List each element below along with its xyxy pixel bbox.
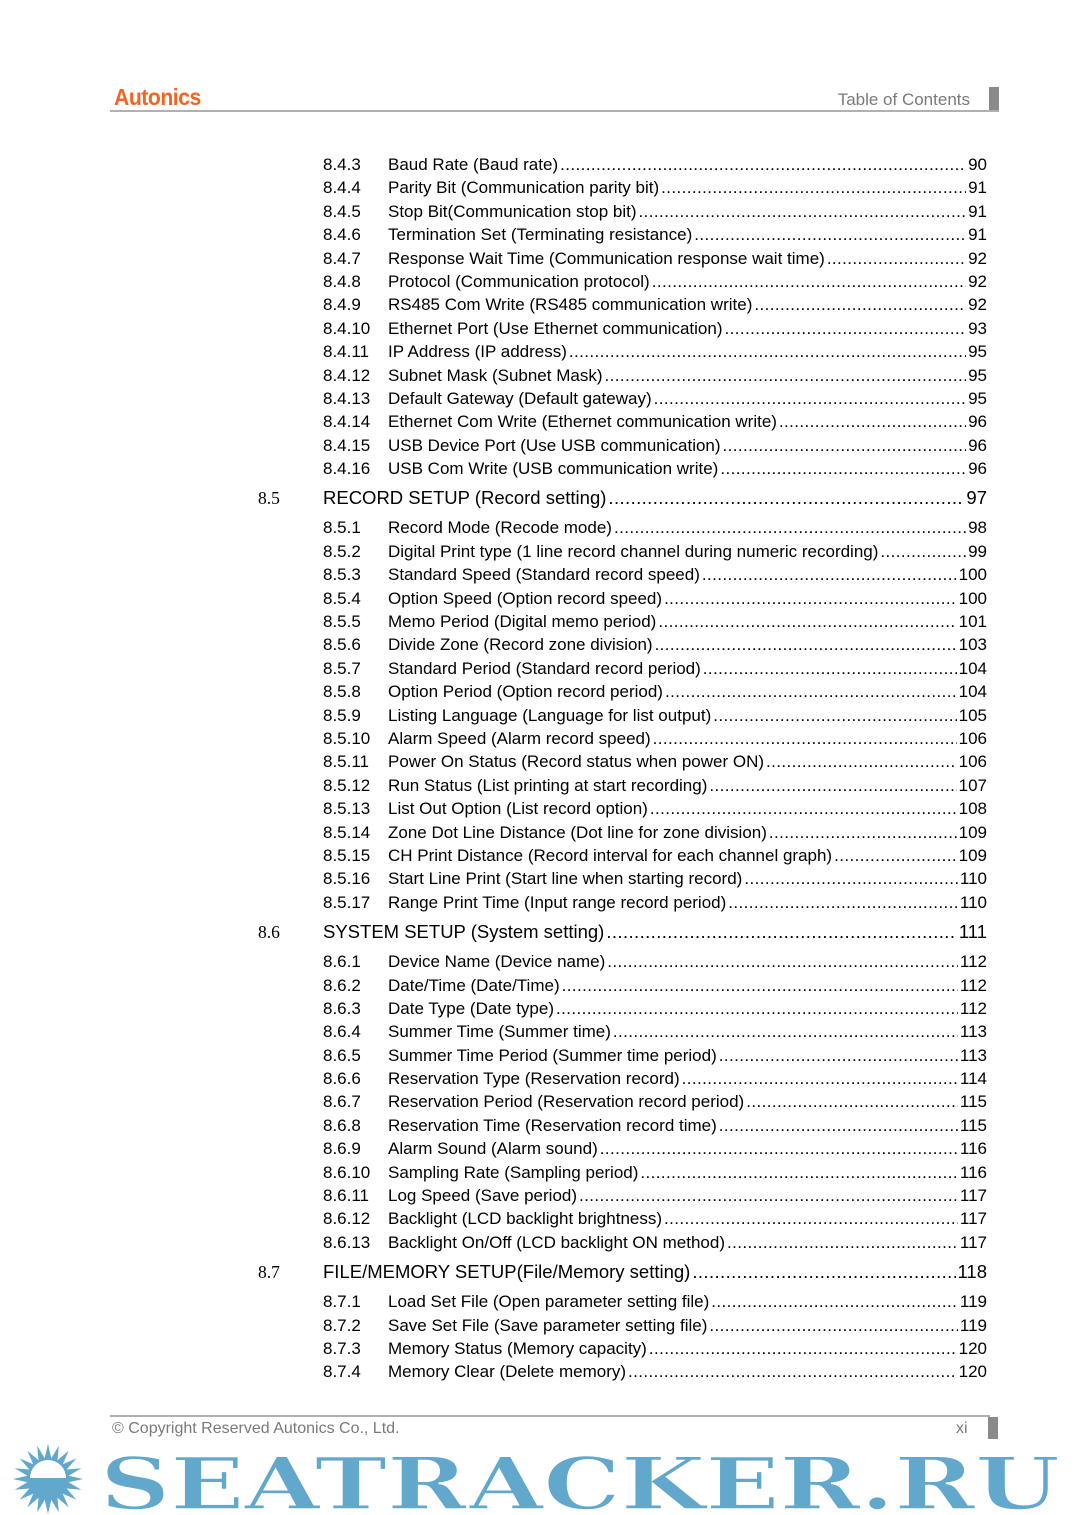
toc-entry[interactable]: [0, 247, 1080, 270]
dot-leader: [665, 680, 957, 703]
toc-number: 8.4.12: [323, 365, 371, 385]
toc-number: 8.5.2: [323, 541, 361, 561]
toc-title: Start Line Print (Start line when starting record): [388, 869, 743, 889]
toc-entry[interactable]: [0, 1020, 1080, 1043]
toc-page-number: 95: [968, 365, 987, 385]
toc-title: Backlight (LCD backlight brightness): [388, 1209, 663, 1229]
toc-number: 8.7.1: [323, 1292, 361, 1312]
toc-number: 8.4.11: [323, 342, 370, 362]
sun-icon: [13, 1444, 83, 1514]
toc-page-number: 93: [968, 318, 987, 338]
dot-leader: [607, 950, 958, 973]
toc-page-number: 117: [959, 1186, 987, 1206]
toc-title: Subnet Mask (Subnet Mask): [388, 365, 603, 385]
toc-entry[interactable]: [0, 1337, 1080, 1360]
toc-title: CH Print Distance (Record interval for each channel graph): [388, 845, 833, 865]
toc-number: 8.5.1: [323, 518, 361, 538]
toc-entry[interactable]: [0, 1044, 1080, 1067]
toc-entry[interactable]: [0, 293, 1080, 316]
toc-entry[interactable]: [0, 516, 1080, 539]
dot-leader: [713, 704, 956, 727]
footer-bar: [988, 1417, 998, 1439]
toc-title: Alarm Speed (Alarm record speed): [388, 728, 651, 748]
toc-number: 8.4.14: [323, 412, 371, 432]
watermark-text: SEATRACKER.RU: [100, 1443, 1060, 1515]
toc-entry[interactable]: [0, 797, 1080, 820]
toc-entry[interactable]: [0, 1207, 1080, 1230]
autonics-logo: Autonics: [114, 84, 201, 110]
toc-entry[interactable]: [0, 340, 1080, 363]
dot-leader: [628, 1360, 957, 1383]
toc-page-number: 92: [968, 295, 987, 315]
toc-entry[interactable]: [0, 680, 1080, 703]
toc-page-number: 96: [968, 435, 987, 455]
toc-number: 8.6.8: [323, 1115, 361, 1135]
dot-leader: [719, 1044, 958, 1067]
toc-page-number: 100: [958, 565, 987, 585]
dot-leader: [560, 153, 966, 176]
toc-entry[interactable]: [0, 1231, 1080, 1254]
toc-entry[interactable]: [0, 704, 1080, 727]
toc-page-number: 96: [968, 459, 987, 479]
toc-number: 8.5.12: [323, 775, 371, 795]
toc-title: USB Device Port (Use USB communication): [388, 435, 721, 455]
toc-title: Summer Time (Summer time): [388, 1022, 611, 1042]
toc-number: 8.7.3: [323, 1338, 361, 1358]
dot-leader: [703, 657, 957, 680]
dot-leader: [724, 317, 966, 340]
toc-page-number: 96: [968, 412, 987, 432]
toc-entry[interactable]: [0, 1184, 1080, 1207]
dot-leader: [639, 200, 967, 223]
toc-page-number: 109: [958, 845, 987, 865]
table-of-contents: [0, 153, 1080, 1384]
dot-leader: [613, 1020, 958, 1043]
toc-entry[interactable]: [0, 844, 1080, 867]
toc-page-number: 105: [958, 705, 987, 725]
toc-number: 8.5.6: [323, 635, 361, 655]
toc-page-number: 112: [959, 998, 987, 1018]
toc-title: Reservation Type (Reservation record): [388, 1069, 680, 1089]
dot-leader: [827, 247, 966, 270]
dot-leader: [754, 293, 966, 316]
toc-page-number: 110: [959, 892, 987, 912]
toc-page-number: 104: [958, 682, 987, 702]
toc-title: Memory Status (Memory capacity): [388, 1338, 647, 1358]
toc-page-number: 116: [959, 1162, 987, 1182]
dot-leader: [709, 1314, 958, 1337]
toc-section-entry[interactable]: [0, 920, 1080, 944]
toc-number: 8.6.7: [323, 1092, 361, 1112]
toc-title: Parity Bit (Communication parity bit): [388, 178, 660, 198]
toc-page-number: 117: [959, 1209, 987, 1229]
toc-number: 8.6.13: [323, 1232, 371, 1252]
footer-rule: [110, 1415, 990, 1417]
dot-leader: [562, 974, 958, 997]
toc-page-number: 103: [958, 635, 987, 655]
footer-page-number: xi: [956, 1420, 968, 1437]
dot-leader: [655, 633, 957, 656]
toc-number: 8.6.11: [323, 1186, 370, 1206]
toc-page-number: 99: [968, 541, 987, 561]
toc-page-number: 97: [966, 487, 987, 509]
toc-entry[interactable]: [0, 750, 1080, 773]
toc-number: 8.6.3: [323, 998, 361, 1018]
toc-number: 8.6.12: [323, 1209, 371, 1229]
toc-number: 8.5.17: [323, 892, 371, 912]
toc-page-number: 104: [958, 658, 987, 678]
toc-page-number: 113: [959, 1022, 987, 1042]
toc-title: IP Address (IP address): [388, 342, 567, 362]
dot-leader: [658, 610, 956, 633]
toc-number: 8.4.6: [323, 225, 361, 245]
toc-section-entry[interactable]: [0, 486, 1080, 510]
toc-number: 8.5.10: [323, 728, 371, 748]
toc-number: 8.4.5: [323, 201, 361, 221]
toc-number: 8.5.4: [323, 588, 361, 608]
toc-title: Default Gateway (Default gateway): [388, 388, 652, 408]
toc-entry[interactable]: [0, 974, 1080, 997]
toc-page-number: 119: [959, 1292, 987, 1312]
toc-page-number: 115: [959, 1115, 987, 1135]
toc-page-number: 95: [968, 342, 987, 362]
dot-leader: [600, 1137, 958, 1160]
toc-number: 8.7.4: [323, 1362, 361, 1382]
toc-number: 8.6.5: [323, 1045, 361, 1065]
toc-entry[interactable]: [0, 657, 1080, 680]
dot-leader: [682, 1067, 958, 1090]
dot-leader: [694, 223, 966, 246]
dot-leader: [654, 387, 966, 410]
toc-number: 8.6.10: [323, 1162, 371, 1182]
toc-title: Power On Status (Record status when power ON): [388, 752, 765, 772]
toc-number: 8.4.10: [323, 318, 371, 338]
toc-page-number: 91: [968, 178, 987, 198]
toc-title: Zone Dot Line Distance (Dot line for zone division): [388, 822, 767, 842]
dot-leader: [723, 434, 967, 457]
toc-entry[interactable]: [0, 1161, 1080, 1184]
toc-number: 8.6.2: [323, 975, 361, 995]
toc-entry[interactable]: [0, 364, 1080, 387]
toc-page-number: 95: [968, 388, 987, 408]
toc-entry[interactable]: [0, 587, 1080, 610]
toc-page-number: 111: [958, 921, 987, 943]
toc-page-number: 90: [968, 155, 987, 174]
header-rule: [110, 110, 999, 112]
toc-number: 8.6.6: [323, 1069, 361, 1089]
toc-title: Listing Language (Language for list output): [388, 705, 712, 725]
toc-title: Run Status (List printing at start recording): [388, 775, 708, 795]
dot-leader: [779, 410, 966, 433]
dot-leader: [556, 997, 958, 1020]
toc-title: Backlight On/Off (LCD backlight ON method): [388, 1232, 725, 1252]
toc-title: Alarm Sound (Alarm sound): [388, 1139, 598, 1159]
dot-leader: [744, 867, 958, 890]
toc-title: Option Speed (Option record speed): [388, 588, 663, 608]
dot-leader: [604, 364, 966, 387]
dot-leader: [746, 1090, 958, 1113]
dot-leader: [569, 340, 966, 363]
toc-number: 8.5.8: [323, 682, 361, 702]
toc-title: Date Type (Date type): [388, 998, 554, 1018]
toc-page-number: 92: [968, 271, 987, 291]
toc-page-number: 92: [968, 248, 987, 268]
dot-leader: [769, 821, 957, 844]
dot-leader: [711, 1290, 958, 1313]
toc-entry[interactable]: [0, 610, 1080, 633]
toc-number: 8.5: [258, 488, 280, 509]
toc-title: Log Speed (Save period): [388, 1186, 578, 1206]
toc-entry[interactable]: [0, 950, 1080, 973]
toc-number: 8.4.3: [323, 155, 361, 174]
footer-copyright: © Copyright Reserved Autonics Co., Ltd.: [112, 1420, 400, 1437]
dot-leader: [709, 774, 956, 797]
toc-entry[interactable]: [0, 1137, 1080, 1160]
toc-entry[interactable]: [0, 270, 1080, 293]
header-bar: [989, 87, 999, 111]
toc-number: 8.5.15: [323, 845, 371, 865]
dot-leader: [728, 891, 958, 914]
dot-leader: [652, 270, 966, 293]
toc-page-number: 107: [958, 775, 987, 795]
toc-entry[interactable]: [0, 200, 1080, 223]
toc-number: 8.5.11: [323, 752, 370, 772]
toc-title: Standard Speed (Standard record speed): [388, 565, 700, 585]
toc-title: Divide Zone (Record zone division): [388, 635, 653, 655]
toc-page-number: 112: [959, 952, 987, 972]
dot-leader: [649, 1337, 957, 1360]
toc-entry[interactable]: [0, 1314, 1080, 1337]
toc-number: 8.7: [258, 1262, 280, 1283]
dot-leader: [719, 1114, 958, 1137]
toc-title: Record Mode (Recode mode): [388, 518, 612, 538]
toc-title: RECORD SETUP (Record setting): [323, 487, 607, 509]
dot-leader: [606, 920, 957, 944]
toc-title: Sampling Rate (Sampling period): [388, 1162, 639, 1182]
toc-page-number: 114: [959, 1069, 987, 1089]
toc-entry[interactable]: [0, 774, 1080, 797]
dot-leader: [766, 750, 957, 773]
toc-page-number: 91: [968, 225, 987, 245]
toc-page-number: 119: [959, 1315, 987, 1335]
toc-number: 8.4.7: [323, 248, 361, 268]
toc-page-number: 109: [958, 822, 987, 842]
toc-number: 8.5.3: [323, 565, 361, 585]
toc-entry[interactable]: [0, 727, 1080, 750]
toc-entry[interactable]: [0, 1290, 1080, 1313]
toc-page-number: 115: [959, 1092, 987, 1112]
toc-entry[interactable]: [0, 434, 1080, 457]
toc-entry[interactable]: [0, 387, 1080, 410]
toc-title: Range Print Time (Input range record period): [388, 892, 727, 912]
dot-leader: [834, 844, 957, 867]
toc-title: Protocol (Communication protocol): [388, 271, 650, 291]
toc-entry[interactable]: [0, 1067, 1080, 1090]
toc-title: Reservation Period (Reservation record period): [388, 1092, 745, 1112]
toc-number: 8.5.14: [323, 822, 371, 842]
toc-page-number: 113: [959, 1045, 987, 1065]
dot-leader: [664, 1207, 958, 1230]
toc-page-number: 116: [959, 1139, 987, 1159]
toc-number: 8.6.9: [323, 1139, 361, 1159]
toc-page-number: 120: [958, 1338, 987, 1358]
toc-entry[interactable]: [0, 153, 1080, 176]
dot-leader: [608, 486, 964, 510]
toc-title: FILE/MEMORY SETUP(File/Memory setting): [323, 1261, 691, 1283]
toc-page-number: 106: [958, 752, 987, 772]
toc-page-number: 118: [957, 1261, 987, 1283]
toc-entry[interactable]: [0, 176, 1080, 199]
toc-page-number: 108: [958, 799, 987, 819]
toc-number: 8.5.16: [323, 869, 371, 889]
toc-entry[interactable]: [0, 540, 1080, 563]
dot-leader: [727, 1231, 958, 1254]
toc-number: 8.6: [258, 922, 280, 943]
toc-entry[interactable]: [0, 633, 1080, 656]
dot-leader: [640, 1161, 957, 1184]
toc-number: 8.6.4: [323, 1022, 361, 1042]
toc-title: List Out Option (List record option): [388, 799, 648, 819]
header-section-title: Table of Contents: [837, 90, 970, 109]
dot-leader: [661, 176, 966, 199]
toc-title: Digital Print type (1 line record channel during numeric recording): [388, 541, 879, 561]
toc-title: USB Com Write (USB communication write): [388, 459, 719, 479]
toc-page-number: 120: [958, 1362, 987, 1382]
toc-entry[interactable]: [0, 223, 1080, 246]
toc-title: Reservation Time (Reservation record time): [388, 1115, 717, 1135]
toc-entry[interactable]: [0, 867, 1080, 890]
toc-page-number: 112: [959, 975, 987, 995]
toc-page-number: 110: [959, 869, 987, 889]
toc-title: Ethernet Port (Use Ethernet communication): [388, 318, 723, 338]
toc-page-number: 101: [958, 612, 987, 632]
toc-page-number: 91: [968, 201, 987, 221]
dot-leader: [702, 563, 957, 586]
toc-entry[interactable]: [0, 410, 1080, 433]
toc-title: Memo Period (Digital memo period): [388, 612, 657, 632]
toc-title: Save Set File (Save parameter setting file): [388, 1315, 708, 1335]
toc-number: 8.4.4: [323, 178, 361, 198]
toc-page-number: 98: [968, 518, 987, 538]
toc-title: Ethernet Com Write (Ethernet communication write): [388, 412, 777, 432]
toc-title: Baud Rate (Baud rate): [388, 155, 559, 174]
toc-entry[interactable]: [0, 821, 1080, 844]
toc-entry[interactable]: [0, 891, 1080, 914]
toc-entry[interactable]: [0, 997, 1080, 1020]
toc-number: 8.4.15: [323, 435, 371, 455]
toc-title: Memory Clear (Delete memory): [388, 1362, 627, 1382]
toc-title: Date/Time (Date/Time): [388, 975, 560, 995]
toc-title: Standard Period (Standard record period): [388, 658, 701, 678]
toc-title: Response Wait Time (Communication response wait time): [388, 248, 825, 268]
toc-number: 8.6.1: [323, 952, 361, 972]
toc-number: 8.5.13: [323, 799, 371, 819]
toc-title: Option Period (Option record period): [388, 682, 663, 702]
toc-entry[interactable]: [0, 1360, 1080, 1383]
dot-leader: [880, 540, 966, 563]
toc-entry[interactable]: [0, 457, 1080, 480]
toc-number: 8.5.7: [323, 658, 361, 678]
toc-entry[interactable]: [0, 1114, 1080, 1137]
seatracker-watermark: [0, 1443, 1080, 1515]
toc-page-number: 106: [958, 728, 987, 748]
dot-leader: [664, 587, 957, 610]
toc-number: 8.5.9: [323, 705, 361, 725]
toc-title: Stop Bit(Communication stop bit): [388, 201, 637, 221]
dot-leader: [653, 727, 957, 750]
toc-title: Device Name (Device name): [388, 952, 606, 972]
dot-leader: [720, 457, 966, 480]
toc-number: 8.4.9: [323, 295, 361, 315]
dot-leader: [614, 516, 966, 539]
dot-leader: [650, 797, 957, 820]
toc-number: 8.4.16: [323, 459, 371, 479]
toc-title: Load Set File (Open parameter setting file): [388, 1292, 710, 1312]
dot-leader: [579, 1184, 958, 1207]
toc-number: 8.7.2: [323, 1315, 361, 1335]
toc-title: SYSTEM SETUP (System setting): [323, 921, 605, 943]
toc-page-number: 117: [959, 1232, 987, 1252]
toc-title: Termination Set (Terminating resistance): [388, 225, 693, 245]
toc-section-entry[interactable]: [0, 1260, 1080, 1284]
toc-entry[interactable]: [0, 563, 1080, 586]
dot-leader: [692, 1260, 955, 1284]
toc-number: 8.4.8: [323, 271, 361, 291]
toc-title: RS485 Com Write (RS485 communication write): [388, 295, 753, 315]
toc-entry[interactable]: [0, 1090, 1080, 1113]
toc-number: 8.5.5: [323, 612, 361, 632]
toc-page-number: 100: [958, 588, 987, 608]
toc-entry[interactable]: [0, 317, 1080, 340]
toc-title: Summer Time Period (Summer time period): [388, 1045, 717, 1065]
toc-number: 8.4.13: [323, 388, 371, 408]
